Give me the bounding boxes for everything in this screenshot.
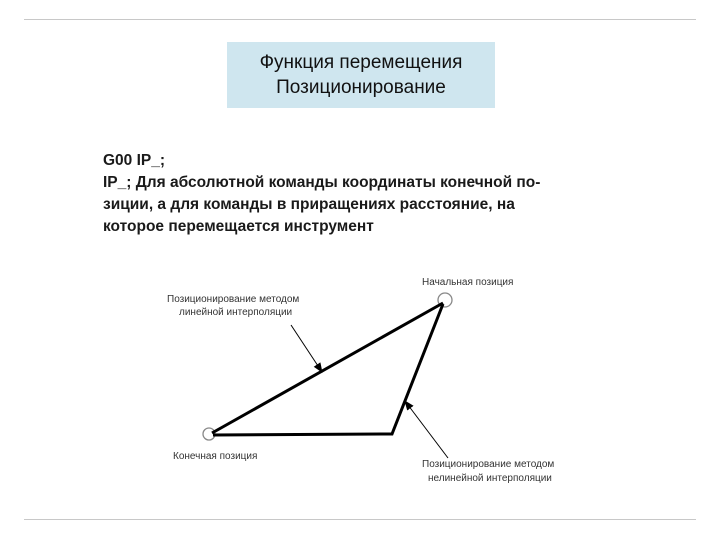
title-line-1: Функция перемещения (259, 52, 463, 73)
nonlinear-label-line-2: нелинейной интерполяции (428, 473, 552, 484)
description-line-4: которое перемещается инструмент (103, 218, 374, 235)
description-line-1: G00 IP_; (103, 152, 166, 169)
description-line-2: IP_; Для абсолютной команды координаты конечной по- (103, 174, 541, 191)
nonlinear-path-leader-arrow (405, 401, 448, 458)
title-line-2: Позиционирование (276, 77, 446, 98)
description-line-3: зиции, а для команды в приращениях расстояние, на (103, 196, 515, 213)
nonlinear-label-line-1: Позиционирование методом (422, 459, 555, 470)
end-position-label: Конечная позиция (173, 451, 258, 462)
bottom-divider (24, 519, 696, 520)
linear-path-leader-arrow (291, 325, 322, 372)
linear-interpolation-path (212, 303, 443, 433)
linear-label-line-1: Позиционирование методом (167, 294, 300, 305)
start-position-label: Начальная позиция (422, 277, 514, 288)
linear-label-line-2: линейной интерполяции (179, 307, 293, 318)
